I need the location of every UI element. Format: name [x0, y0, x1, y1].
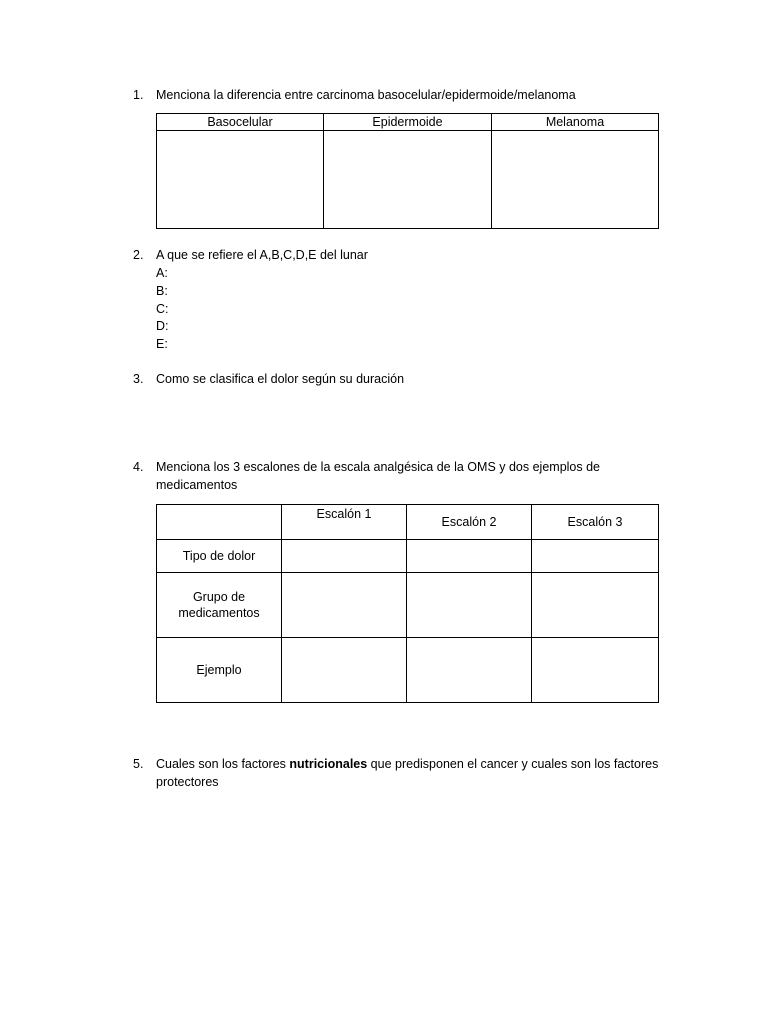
letter-e: E: — [156, 337, 168, 352]
answer-cell[interactable] — [407, 540, 532, 573]
answer-cell[interactable] — [532, 638, 659, 703]
question-number: 4. — [133, 460, 144, 474]
text-before: Cuales son los factores — [156, 757, 290, 771]
question-number: 1. — [133, 88, 144, 102]
row-header-ejemplo: Ejemplo — [157, 638, 282, 703]
answer-cell[interactable] — [282, 573, 407, 638]
answer-cell[interactable] — [407, 573, 532, 638]
analgesic-ladder-table — [156, 504, 659, 703]
answer-cell[interactable] — [532, 573, 659, 638]
header-melanoma: Melanoma — [492, 114, 659, 131]
letter-a: A: — [156, 266, 168, 280]
question-number: 3. — [133, 372, 144, 386]
answer-cell-melanoma[interactable] — [492, 131, 659, 229]
table-row — [157, 638, 659, 703]
table-row — [157, 573, 659, 638]
answer-cell[interactable] — [282, 638, 407, 703]
letter-d: D: — [156, 319, 169, 334]
question-text — [156, 756, 661, 791]
question-text: Menciona la diferencia entre carcinoma basocelular/epidermoide/melanoma — [156, 88, 576, 102]
row-header-tipo-de-dolor: Tipo de dolor — [157, 540, 282, 573]
row-header-grupo-de-medicamentos: Grupo de medicamentos — [157, 573, 282, 638]
question-text: Menciona los 3 escalones de la escala analgésica de la OMS y dos ejemplos de medicamentos — [156, 460, 601, 492]
answer-cell[interactable] — [407, 638, 532, 703]
table-header-row — [157, 114, 659, 131]
letter-c: C: — [156, 301, 169, 316]
comparison-table — [156, 113, 659, 229]
table-row — [157, 131, 659, 229]
letter-b: B: — [156, 283, 168, 298]
answer-cell[interactable] — [282, 540, 407, 573]
question-number: 5. — [133, 757, 144, 771]
table-header-row — [157, 505, 659, 540]
header-epidermoide: Epidermoide — [324, 114, 492, 131]
header-basocelular: Basocelular — [157, 114, 324, 131]
text-after: que predisponen el cancer y cuales son los factores protectores — [156, 757, 659, 789]
table-row — [157, 540, 659, 573]
answer-cell-epidermoide[interactable] — [324, 131, 492, 229]
answer-cell[interactable] — [532, 540, 659, 573]
header-escalon-2: Escalón 2 — [407, 505, 532, 540]
question-number: 2. — [133, 248, 144, 262]
question-text: A que se refiere el A,B,C,D,E del lunar — [156, 248, 368, 262]
bold-keyword: nutricionales — [289, 757, 368, 771]
answer-cell-basocelular[interactable] — [157, 131, 324, 229]
corner-cell — [157, 505, 282, 540]
question-text: Como se clasifica el dolor según su duración — [156, 372, 405, 386]
header-escalon-3: Escalón 3 — [532, 505, 659, 540]
header-escalon-1: Escalón 1 — [282, 505, 407, 540]
